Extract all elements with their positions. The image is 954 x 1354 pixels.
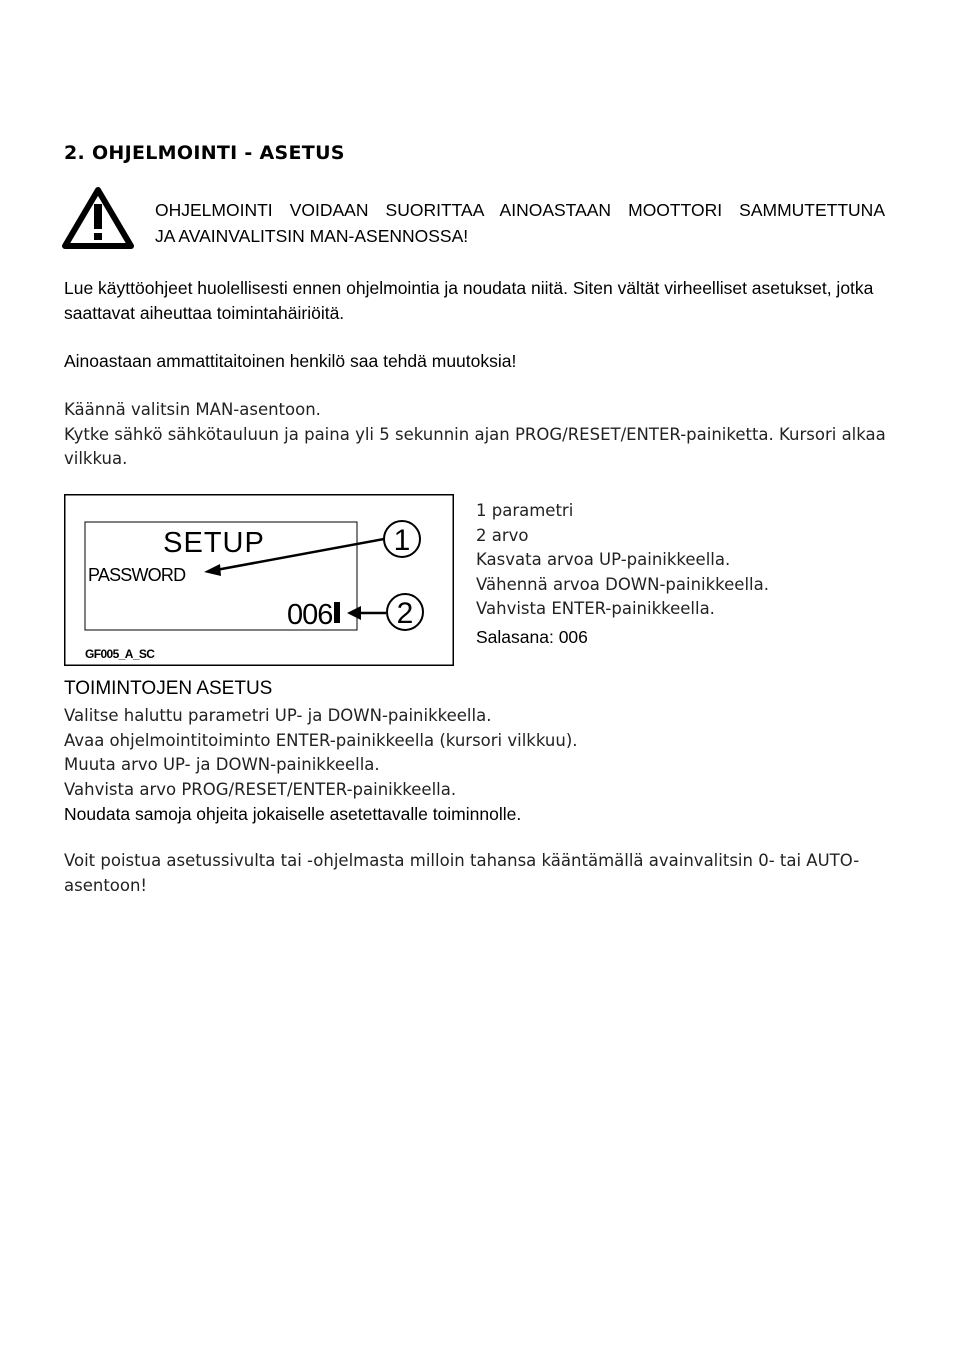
display-value: 006 [287, 599, 333, 631]
functions-line-4: Vahvista arvo PROG/RESET/ENTER-painikkeella. [64, 779, 457, 799]
intro-steps [64, 398, 894, 472]
warning-line-2: JA AVAINVALITSIN MAN-ASENNOSSA! [155, 226, 469, 246]
intro-step-2: Kytke sähkö sähkötauluun ja paina yli 5 sekunnin ajan PROG/RESET/ENTER-painiketta. Kursori alkaa vilkkua. [64, 424, 886, 468]
warning-triangle-icon [62, 186, 134, 250]
section-title: 2. OHJELMOINTI - ASETUS [64, 142, 345, 164]
qualified-only-notice: Ainoastaan ammattitaitoinen henkilö saa tehdä muutoksia! [64, 351, 517, 371]
cursor-block [334, 602, 340, 623]
functions-line-5: Noudata samoja ohjeita jokaiselle asetettavalle toiminnolle. [64, 804, 522, 824]
functions-title: TOIMINTOJEN ASETUS [64, 678, 273, 699]
display-parameter: PASSWORD [88, 565, 186, 585]
display-diagram [64, 494, 454, 666]
warning-message [155, 197, 885, 249]
intro-step-1: Käännä valitsin MAN-asentoon. [64, 400, 321, 419]
diagram-legend [476, 499, 769, 649]
functions-steps [64, 704, 578, 827]
exit-note: Voit poistua asetussivulta tai -ohjelmasta milloin tahansa kääntämällä avainvalitsin 0- tai AUTO-asentoon! [64, 851, 860, 895]
warning-line-1: OHJELMOINTI VOIDAAN SUORITTAA AINOASTAAN MOOTTORI SAMMUTETTUNA [155, 200, 885, 220]
functions-line-3: Muuta arvo UP- ja DOWN-painikkeella. [64, 755, 380, 774]
legend-item-2: 2 arvo [476, 525, 529, 545]
display-title: SETUP [163, 527, 265, 559]
functions-line-1: Valitse haluttu parametri UP- ja DOWN-painikkeella. [64, 706, 492, 725]
callout-1: 1 [393, 524, 411, 557]
legend-item-1: 1 parametri [476, 501, 574, 520]
legend-down: Vähennä arvoa DOWN-painikkeella. [476, 574, 769, 594]
legend-password: Salasana: 006 [476, 626, 588, 647]
callout-2: 2 [396, 597, 414, 630]
legend-confirm: Vahvista ENTER-painikkeella. [476, 599, 715, 618]
figure-code: GF005_A_SC [85, 647, 155, 661]
read-manual-paragraph: Lue käyttöohjeet huolellisesti ennen ohjelmointia ja noudata niitä. Siten vältät virheelliset asetukset, jotka saattavat aiheuttaa toimintahäiriöitä. [64, 278, 874, 323]
legend-up: Kasvata arvoa UP-painikkeella. [476, 550, 731, 569]
functions-line-2: Avaa ohjelmointitoiminto ENTER-painikkeella (kursori vilkkuu). [64, 730, 578, 750]
